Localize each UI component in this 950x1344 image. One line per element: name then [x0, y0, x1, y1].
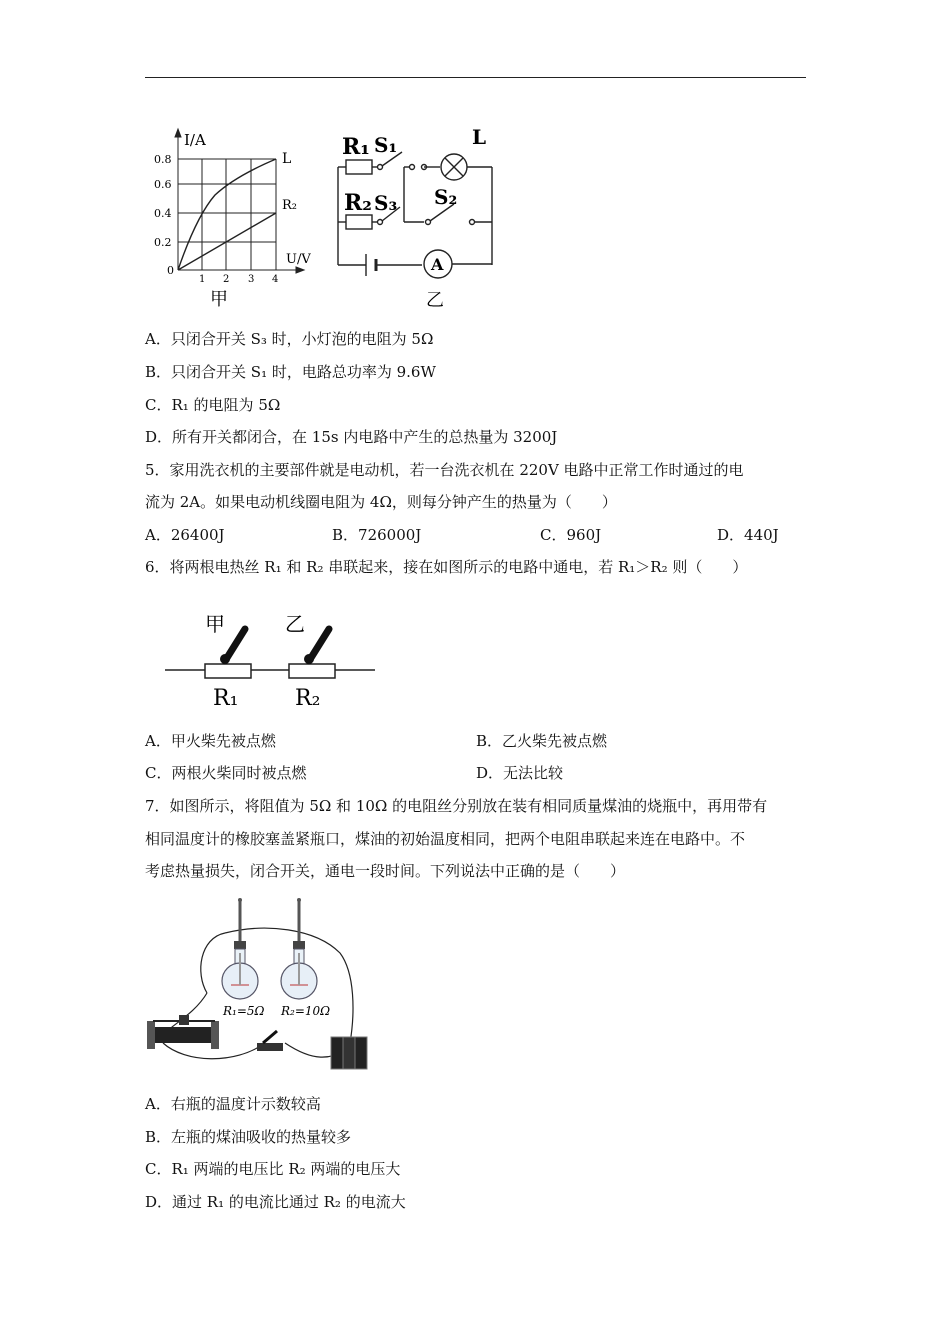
xtick: 2: [223, 274, 230, 285]
q6-option-c: C．两根火柴同时被点燃: [145, 764, 307, 782]
resistor-R1: [205, 664, 251, 678]
curve-L-label: L: [282, 151, 292, 167]
label-R1: R₁: [213, 686, 239, 711]
label-R1: R₁: [342, 134, 370, 160]
line-R2-label: R₂: [282, 198, 297, 213]
curve-L: [178, 159, 276, 270]
resistor-R2: [346, 215, 372, 229]
q5-option-a: A．26400J: [145, 526, 225, 544]
ytick: 0.2: [154, 236, 172, 249]
knife-switch: [257, 1031, 283, 1051]
q5-option-d: D．440J: [717, 526, 779, 544]
label-r2: R₂=10Ω: [281, 1004, 331, 1018]
resistor-R2: [289, 664, 335, 678]
q4-option-d: D．所有开关都闭合，在 15s 内电路中产生的总热量为 3200J: [145, 428, 558, 446]
label-yi: 乙: [285, 612, 305, 636]
battery-pack: [331, 1037, 367, 1069]
q5-stem-line2: 流为 2A。如果电动机线圈电阻为 4Ω，则每分钟产生的热量为（ ）: [145, 493, 617, 511]
q5-stem-line1: 5．家用洗衣机的主要部件就是电动机，若一台洗衣机在 220V 电路中正常工作时通过的电: [145, 461, 744, 479]
label-R2: R₂: [295, 686, 321, 711]
q7-option-a: A．右瓶的温度计示数较高: [145, 1095, 321, 1113]
q7-option-d: D．通过 R₁ 的电流比通过 R₂ 的电流大: [145, 1193, 406, 1211]
label-A: A: [431, 255, 444, 274]
switch-S1-contact: [378, 165, 383, 170]
label-jia: 甲: [205, 612, 225, 636]
label-S3: S₃: [374, 191, 398, 215]
rheostat: [147, 1015, 219, 1049]
flask-left: [222, 898, 258, 999]
q4-option-b: B．只闭合开关 S₁ 时，电路总功率为 9.6W: [145, 363, 436, 381]
header-rule: [145, 77, 806, 78]
iu-graph-figure: [150, 125, 330, 310]
ytick: 0.6: [154, 178, 172, 191]
xtick: 4: [272, 274, 279, 285]
flask-right: [281, 898, 317, 999]
label-R2: R₂: [344, 190, 372, 216]
q7-option-b: B．左瓶的煤油吸收的热量较多: [145, 1128, 352, 1146]
q6-option-a: A．甲火柴先被点燃: [145, 732, 276, 750]
ytick: 0.8: [154, 153, 172, 166]
ytick: 0: [167, 264, 174, 277]
q5-option-b: B．726000J: [332, 526, 422, 544]
q4-option-a: A．只闭合开关 S₃ 时，小灯泡的电阻为 5Ω: [145, 330, 434, 348]
xtick: 1: [199, 274, 206, 285]
q4-option-c: C．R₁ 的电阻为 5Ω: [145, 396, 281, 414]
flasks-circuit-figure: [145, 893, 380, 1085]
resistor-R1: [346, 160, 372, 174]
graph-caption: 甲: [210, 289, 228, 310]
switch-S3-contact: [378, 220, 383, 225]
graph-xlabel: U/V: [286, 252, 311, 267]
xtick: 3: [248, 274, 255, 285]
q6-stem: 6．将两根电热丝 R₁ 和 R₂ 串联起来，接在如图所示的电路中通电，若 R₁＞R₂ 则（ ）: [145, 558, 748, 576]
ytick: 0.4: [154, 207, 172, 220]
circuit-caption: 乙: [426, 290, 444, 311]
q7-stem-line3: 考虑热量损失，闭合开关，通电一段时间。下列说法中正确的是（ ）: [145, 862, 626, 880]
q7-stem-line2: 相同温度计的橡胶塞盖紧瓶口，煤油的初始温度相同，把两个电阻串联起来连在电路中。不: [145, 830, 746, 848]
matches-figure: [165, 605, 380, 715]
label-S2: S₂: [434, 185, 458, 209]
q5-option-c: C．960J: [540, 526, 602, 544]
label-L: L: [472, 125, 487, 149]
q7-stem-line1: 7．如图所示，将阻值为 5Ω 和 10Ω 的电阻丝分别放在装有相同质量煤油的烧瓶中，再用带有: [145, 797, 768, 815]
graph-ylabel: I/A: [184, 131, 206, 149]
circuit-figure: [330, 122, 510, 312]
q6-option-b: B．乙火柴先被点燃: [476, 732, 608, 750]
q6-option-d: D．无法比较: [476, 764, 564, 782]
q7-option-c: C．R₁ 两端的电压比 R₂ 两端的电压大: [145, 1160, 401, 1178]
label-S1: S₁: [374, 133, 398, 157]
label-r1: R₁=5Ω: [223, 1004, 265, 1018]
